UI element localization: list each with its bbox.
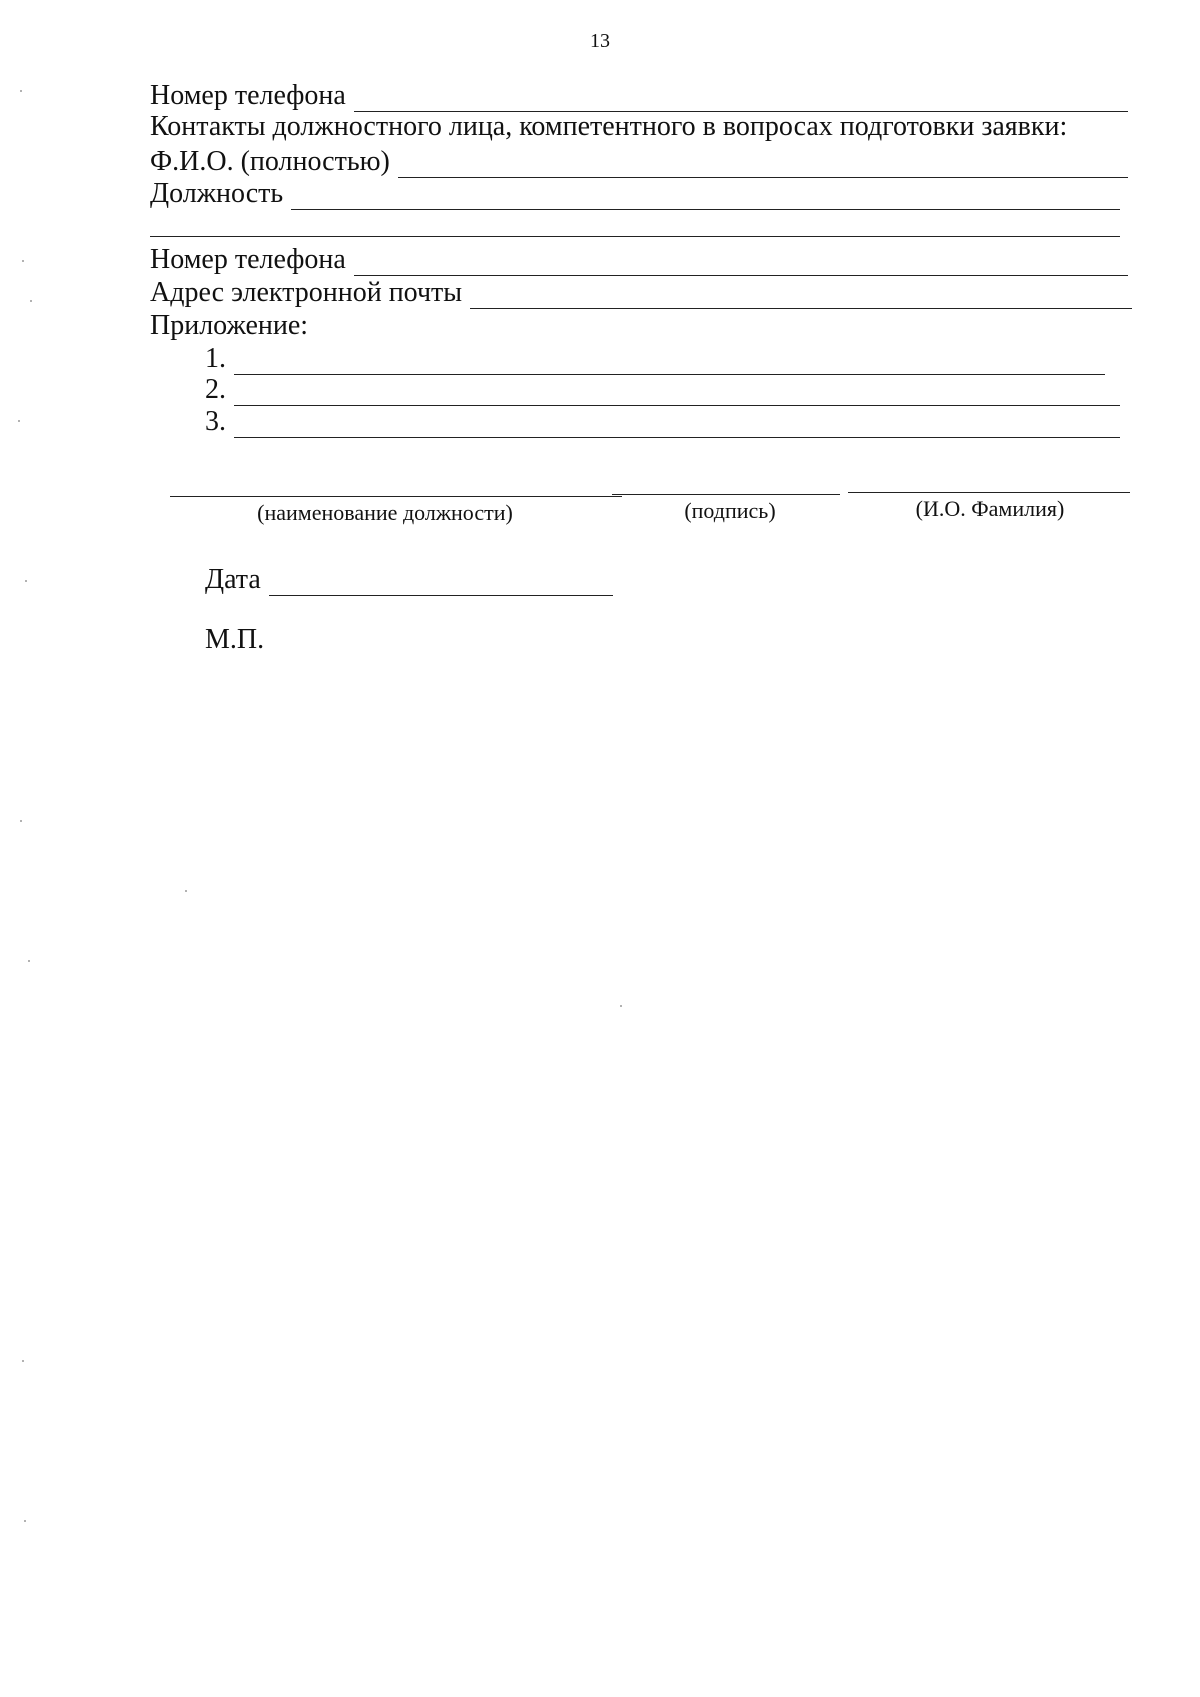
phone-label: Номер телефона — [150, 80, 346, 111]
date-input-line[interactable] — [269, 568, 613, 596]
attachment-input-line[interactable] — [234, 410, 1120, 438]
stamp-place-label: М.П. — [205, 624, 265, 655]
position-field — [150, 178, 1120, 210]
contacts-heading: Контакты должностного лица, компетентного в вопросах подготовки заявки: — [150, 111, 1068, 142]
full-name-input-line[interactable] — [398, 150, 1128, 178]
attachment-input-line[interactable] — [234, 347, 1105, 375]
attachment-number: 3. — [205, 406, 226, 437]
scan-speck — [20, 820, 22, 822]
signature-caption: (подпись) — [684, 498, 776, 523]
attachment-item — [205, 406, 1120, 438]
scan-speck — [28, 960, 30, 962]
attachment-item — [205, 343, 1105, 375]
scan-speck — [18, 420, 20, 422]
scan-speck — [24, 1520, 26, 1522]
attachment-heading: Приложение: — [150, 310, 309, 341]
email-label: Адрес электронной почты — [150, 277, 463, 308]
attachment-number: 1. — [205, 343, 226, 374]
phone-label: Номер телефона — [150, 244, 346, 275]
attachment-number: 2. — [205, 374, 226, 405]
position-signature-line[interactable] — [170, 496, 622, 497]
position-continuation-line[interactable] — [150, 236, 1120, 237]
scan-speck — [22, 1360, 24, 1362]
scan-speck — [30, 300, 32, 302]
scan-speck — [22, 260, 24, 262]
email-input-line[interactable] — [470, 281, 1132, 309]
scan-speck — [185, 890, 187, 892]
phone-field-2 — [150, 244, 1128, 276]
position-caption: (наименование должности) — [257, 500, 513, 525]
position-input-line[interactable] — [291, 182, 1120, 210]
date-label: Дата — [205, 564, 261, 595]
signature-line[interactable] — [612, 494, 840, 495]
name-signature-line[interactable] — [848, 492, 1130, 493]
date-field — [205, 564, 613, 596]
full-name-field — [150, 146, 1128, 178]
email-field — [150, 277, 1132, 309]
phone-input-line[interactable] — [354, 248, 1128, 276]
attachment-input-line[interactable] — [234, 378, 1120, 406]
scan-speck — [20, 90, 22, 92]
scan-speck — [25, 580, 27, 582]
full-name-label: Ф.И.О. (полностью) — [150, 146, 390, 177]
phone-field-1 — [150, 80, 1128, 112]
page-number: 13 — [590, 30, 610, 52]
position-label: Должность — [150, 178, 284, 209]
phone-input-line[interactable] — [354, 84, 1128, 112]
scan-speck — [620, 1005, 622, 1007]
attachment-item — [205, 374, 1120, 406]
name-caption: (И.О. Фамилия) — [915, 496, 1065, 521]
